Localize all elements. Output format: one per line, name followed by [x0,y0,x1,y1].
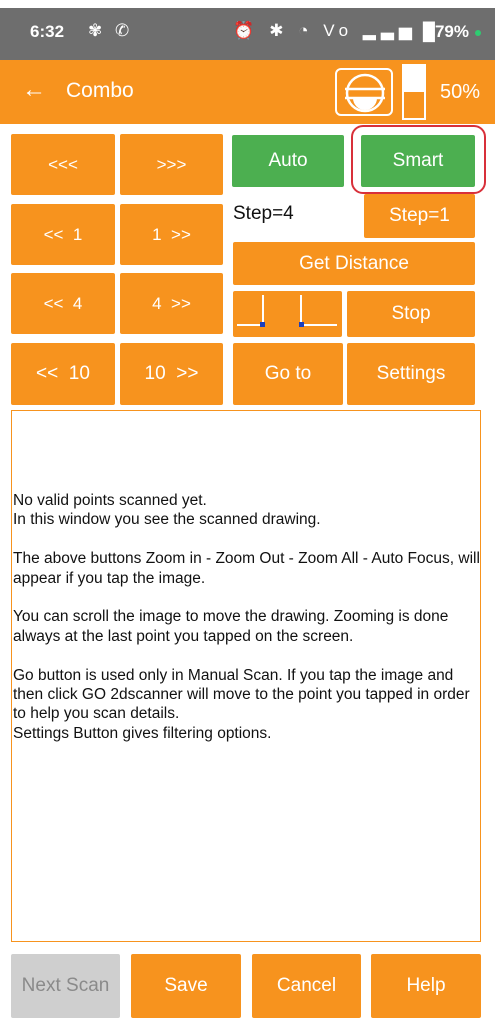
forward-10-button[interactable]: 10 >> [120,343,223,405]
info-text [13,491,481,763]
back-1-button[interactable]: << 1 [11,204,115,265]
help-button[interactable]: Help [371,954,481,1018]
notification-icons: ✾ ✆ [88,21,134,40]
charging-dot-icon [475,30,481,36]
info-paragraph [13,666,481,744]
level-gauge-frame [402,64,426,120]
info-line: No valid points scanned yet. [13,492,207,509]
distance-marker-icon [233,291,342,337]
status-bar [0,0,495,60]
smart-button-highlight [351,125,486,194]
auto-button[interactable]: Auto [232,135,344,187]
app-bar [0,60,495,124]
back-10-button[interactable]: << 10 [11,343,115,405]
forward-1-button[interactable]: 1 >> [120,204,223,265]
level-percent: 50% [440,81,481,103]
first-button[interactable]: <<< [11,134,115,195]
stop-button[interactable]: Stop [347,291,475,337]
status-bar-top-edge [0,0,495,8]
get-distance-button[interactable]: Get Distance [233,242,475,285]
cancel-button[interactable]: Cancel [252,954,361,1018]
page-title: Combo [66,79,134,102]
info-line: Go button is used only in Manual Scan. If you tap the image and then click GO 2dscanner will move to the point you tapped in order to help you scan details. [13,666,470,723]
step-button[interactable]: Step=1 [364,194,475,238]
smart-button[interactable]: Smart [361,135,475,187]
settings-button[interactable]: Settings [347,343,475,405]
last-button[interactable]: >>> [120,134,223,195]
next-scan-button[interactable]: Next Scan [11,954,120,1018]
back-4-button[interactable]: << 4 [11,273,115,334]
drawing-area[interactable] [11,410,481,942]
forward-4-button[interactable]: 4 >> [120,273,223,334]
info-line: In this window you see the scanned drawing. [13,511,321,529]
info-line: Settings Button gives filtering options. [13,724,272,742]
battery-indicator: █79% [422,22,469,41]
scanner-logo-icon [335,68,393,116]
info-paragraph [13,491,481,530]
status-time: 6:32 [30,22,65,41]
back-arrow-icon[interactable]: ← [22,76,46,103]
go-to-button[interactable]: Go to [233,343,343,405]
system-status-icons: ⏰ ✱ ◔ Vo ▂▃▅ [233,21,417,40]
info-paragraph: The above buttons Zoom in - Zoom Out - Zoom All - Auto Focus, will appear if you tap the image. [13,550,480,587]
save-button[interactable]: Save [131,954,241,1018]
step-label: Step=4 [233,203,294,224]
info-paragraph: You can scroll the image to move the drawing. Zooming is done always at the last point you tapped on the screen. [13,608,449,645]
